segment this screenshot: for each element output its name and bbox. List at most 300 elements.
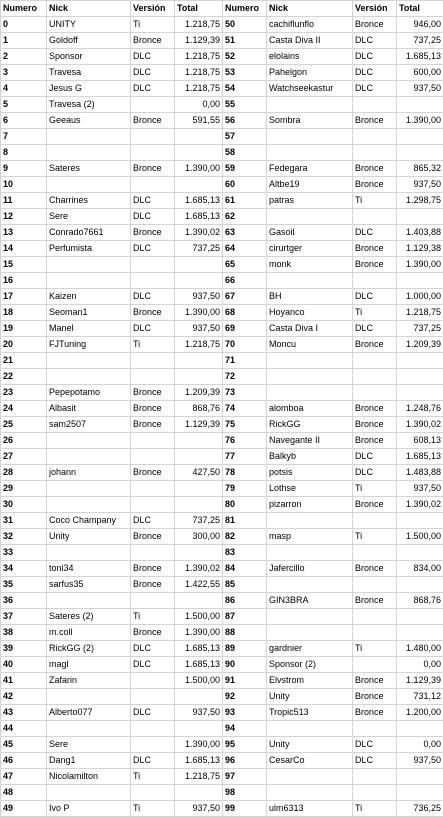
- cell-total[interactable]: [397, 97, 443, 113]
- cell-version[interactable]: [131, 593, 175, 609]
- cell-nick[interactable]: [47, 257, 131, 273]
- cell-nick[interactable]: Altbe19: [267, 177, 353, 193]
- cell-nick[interactable]: pizarron: [267, 497, 353, 513]
- cell-total[interactable]: 1.218,75: [175, 81, 223, 97]
- cell-version[interactable]: [353, 209, 397, 225]
- cell-version[interactable]: DLC: [353, 737, 397, 753]
- cell-numero[interactable]: 27: [1, 449, 47, 465]
- cell-numero[interactable]: 66: [223, 273, 267, 289]
- cell-version[interactable]: DLC: [353, 321, 397, 337]
- cell-numero[interactable]: 21: [1, 353, 47, 369]
- cell-nick[interactable]: Unity: [267, 689, 353, 705]
- cell-version[interactable]: DLC: [131, 657, 175, 673]
- cell-version[interactable]: Bronce: [353, 673, 397, 689]
- cell-nick[interactable]: Geeaus: [47, 113, 131, 129]
- cell-nick[interactable]: Pepepotamo: [47, 385, 131, 401]
- cell-numero[interactable]: 33: [1, 545, 47, 561]
- cell-nick[interactable]: [47, 785, 131, 801]
- cell-nick[interactable]: [267, 353, 353, 369]
- cell-version[interactable]: [131, 721, 175, 737]
- cell-version[interactable]: [131, 785, 175, 801]
- cell-numero[interactable]: 54: [223, 81, 267, 97]
- cell-numero[interactable]: 46: [1, 753, 47, 769]
- cell-numero[interactable]: 48: [1, 785, 47, 801]
- cell-total[interactable]: 1.298,75: [397, 193, 443, 209]
- cell-numero[interactable]: 52: [223, 49, 267, 65]
- cell-nick[interactable]: [47, 497, 131, 513]
- cell-nick[interactable]: Moncu: [267, 337, 353, 353]
- cell-version[interactable]: DLC: [131, 641, 175, 657]
- cell-version[interactable]: Bronce: [131, 625, 175, 641]
- cell-version[interactable]: Bronce: [131, 33, 175, 49]
- cell-version[interactable]: Bronce: [353, 401, 397, 417]
- cell-total[interactable]: 937,50: [397, 481, 443, 497]
- cell-version[interactable]: DLC: [353, 449, 397, 465]
- cell-nick[interactable]: Fedegara: [267, 161, 353, 177]
- cell-total[interactable]: 1.200,00: [397, 705, 443, 721]
- cell-numero[interactable]: 84: [223, 561, 267, 577]
- cell-version[interactable]: DLC: [131, 705, 175, 721]
- cell-numero[interactable]: 44: [1, 721, 47, 737]
- cell-nick[interactable]: Goldoff: [47, 33, 131, 49]
- cell-numero[interactable]: 77: [223, 449, 267, 465]
- cell-total[interactable]: 736,25: [397, 801, 443, 817]
- cell-nick[interactable]: cachiflunflo: [267, 17, 353, 33]
- cell-total[interactable]: 834,00: [397, 561, 443, 577]
- cell-total[interactable]: [397, 609, 443, 625]
- cell-version[interactable]: [353, 609, 397, 625]
- cell-numero[interactable]: 47: [1, 769, 47, 785]
- cell-total[interactable]: [175, 353, 223, 369]
- cell-total[interactable]: [397, 769, 443, 785]
- cell-version[interactable]: Bronce: [353, 337, 397, 353]
- cell-numero[interactable]: 64: [223, 241, 267, 257]
- cell-version[interactable]: Bronce: [131, 465, 175, 481]
- cell-version[interactable]: [131, 481, 175, 497]
- cell-nick[interactable]: sam2507: [47, 417, 131, 433]
- cell-total[interactable]: 1.000,00: [397, 289, 443, 305]
- cell-version[interactable]: Ti: [131, 337, 175, 353]
- cell-version[interactable]: DLC: [131, 753, 175, 769]
- cell-total[interactable]: 1.500,00: [175, 609, 223, 625]
- cell-version[interactable]: [353, 353, 397, 369]
- cell-version[interactable]: Bronce: [353, 433, 397, 449]
- cell-numero[interactable]: 42: [1, 689, 47, 705]
- cell-nick[interactable]: RickGG: [267, 417, 353, 433]
- cell-version[interactable]: Ti: [131, 609, 175, 625]
- cell-nick[interactable]: toni34: [47, 561, 131, 577]
- cell-numero[interactable]: 40: [1, 657, 47, 673]
- cell-nick[interactable]: johann: [47, 465, 131, 481]
- cell-nick[interactable]: Navegante II: [267, 433, 353, 449]
- cell-version[interactable]: DLC: [353, 753, 397, 769]
- cell-version[interactable]: Ti: [353, 305, 397, 321]
- cell-nick[interactable]: Tropic513: [267, 705, 353, 721]
- cell-total[interactable]: [175, 369, 223, 385]
- cell-numero[interactable]: 0: [1, 17, 47, 33]
- cell-total[interactable]: 946,00: [397, 17, 443, 33]
- cell-version[interactable]: [131, 545, 175, 561]
- cell-version[interactable]: DLC: [131, 49, 175, 65]
- cell-numero[interactable]: 53: [223, 65, 267, 81]
- cell-numero[interactable]: 6: [1, 113, 47, 129]
- cell-nick[interactable]: Watchseekastur: [267, 81, 353, 97]
- cell-version[interactable]: DLC: [353, 289, 397, 305]
- cell-version[interactable]: Bronce: [131, 385, 175, 401]
- cell-version[interactable]: DLC: [353, 465, 397, 481]
- cell-numero[interactable]: 51: [223, 33, 267, 49]
- cell-version[interactable]: DLC: [353, 225, 397, 241]
- cell-total[interactable]: 1.685,13: [397, 449, 443, 465]
- cell-numero[interactable]: 4: [1, 81, 47, 97]
- cell-numero[interactable]: 22: [1, 369, 47, 385]
- cell-numero[interactable]: 9: [1, 161, 47, 177]
- cell-nick[interactable]: [267, 577, 353, 593]
- cell-version[interactable]: Ti: [353, 193, 397, 209]
- cell-total[interactable]: 591,55: [175, 113, 223, 129]
- cell-nick[interactable]: Pahelgon: [267, 65, 353, 81]
- cell-total[interactable]: 1.218,75: [397, 305, 443, 321]
- cell-numero[interactable]: 99: [223, 801, 267, 817]
- cell-numero[interactable]: 89: [223, 641, 267, 657]
- cell-nick[interactable]: Elvstrom: [267, 673, 353, 689]
- cell-version[interactable]: [353, 97, 397, 113]
- cell-version[interactable]: [353, 657, 397, 673]
- cell-total[interactable]: 737,25: [175, 241, 223, 257]
- cell-nick[interactable]: Hoyanco: [267, 305, 353, 321]
- cell-total[interactable]: 1.209,39: [397, 337, 443, 353]
- cell-nick[interactable]: [47, 593, 131, 609]
- cell-nick[interactable]: Travesa (2): [47, 97, 131, 113]
- cell-version[interactable]: [353, 769, 397, 785]
- cell-numero[interactable]: 72: [223, 369, 267, 385]
- cell-nick[interactable]: [47, 433, 131, 449]
- cell-total[interactable]: 865,32: [397, 161, 443, 177]
- cell-numero[interactable]: 69: [223, 321, 267, 337]
- cell-total[interactable]: 1.685,13: [397, 49, 443, 65]
- cell-version[interactable]: [353, 145, 397, 161]
- cell-numero[interactable]: 3: [1, 65, 47, 81]
- cell-nick[interactable]: Sponsor (2): [267, 657, 353, 673]
- cell-total[interactable]: 1.403,88: [397, 225, 443, 241]
- cell-version[interactable]: Bronce: [353, 113, 397, 129]
- cell-version[interactable]: [353, 273, 397, 289]
- cell-nick[interactable]: [267, 97, 353, 113]
- cell-total[interactable]: [175, 721, 223, 737]
- cell-numero[interactable]: 13: [1, 225, 47, 241]
- cell-nick[interactable]: [267, 769, 353, 785]
- cell-total[interactable]: 600,00: [397, 65, 443, 81]
- cell-numero[interactable]: 26: [1, 433, 47, 449]
- cell-nick[interactable]: Unity: [267, 737, 353, 753]
- cell-nick[interactable]: [267, 145, 353, 161]
- cell-numero[interactable]: 87: [223, 609, 267, 625]
- cell-numero[interactable]: 92: [223, 689, 267, 705]
- cell-total[interactable]: [175, 145, 223, 161]
- cell-numero[interactable]: 71: [223, 353, 267, 369]
- cell-nick[interactable]: sarfus35: [47, 577, 131, 593]
- cell-version[interactable]: Bronce: [353, 561, 397, 577]
- cell-numero[interactable]: 57: [223, 129, 267, 145]
- cell-total[interactable]: 1.390,00: [175, 161, 223, 177]
- cell-version[interactable]: Ti: [353, 641, 397, 657]
- cell-total[interactable]: 1.218,75: [175, 337, 223, 353]
- cell-nick[interactable]: Unity: [47, 529, 131, 545]
- cell-total[interactable]: 1.218,75: [175, 17, 223, 33]
- cell-nick[interactable]: Jesus G: [47, 81, 131, 97]
- cell-nick[interactable]: Sponsor: [47, 49, 131, 65]
- cell-total[interactable]: 1.129,38: [397, 241, 443, 257]
- cell-version[interactable]: DLC: [353, 49, 397, 65]
- cell-numero[interactable]: 23: [1, 385, 47, 401]
- cell-nick[interactable]: GIN3BRA: [267, 593, 353, 609]
- cell-version[interactable]: [353, 369, 397, 385]
- cell-numero[interactable]: 37: [1, 609, 47, 625]
- cell-nick[interactable]: [267, 625, 353, 641]
- cell-total[interactable]: 868,76: [397, 593, 443, 609]
- cell-version[interactable]: DLC: [131, 65, 175, 81]
- cell-numero[interactable]: 38: [1, 625, 47, 641]
- cell-numero[interactable]: 7: [1, 129, 47, 145]
- cell-numero[interactable]: 68: [223, 305, 267, 321]
- cell-numero[interactable]: 29: [1, 481, 47, 497]
- cell-numero[interactable]: 2: [1, 49, 47, 65]
- cell-nick[interactable]: Ivo P: [47, 801, 131, 817]
- cell-numero[interactable]: 34: [1, 561, 47, 577]
- cell-nick[interactable]: Gasoil: [267, 225, 353, 241]
- cell-nick[interactable]: UNITY: [47, 17, 131, 33]
- cell-numero[interactable]: 15: [1, 257, 47, 273]
- cell-nick[interactable]: [47, 145, 131, 161]
- cell-total[interactable]: [397, 129, 443, 145]
- cell-nick[interactable]: [267, 385, 353, 401]
- cell-version[interactable]: [353, 513, 397, 529]
- cell-version[interactable]: DLC: [131, 241, 175, 257]
- cell-nick[interactable]: Manel: [47, 321, 131, 337]
- cell-numero[interactable]: 41: [1, 673, 47, 689]
- cell-version[interactable]: Bronce: [353, 161, 397, 177]
- cell-numero[interactable]: 19: [1, 321, 47, 337]
- cell-numero[interactable]: 58: [223, 145, 267, 161]
- cell-total[interactable]: 608,13: [397, 433, 443, 449]
- cell-nick[interactable]: [47, 369, 131, 385]
- cell-nick[interactable]: Sombra: [267, 113, 353, 129]
- cell-total[interactable]: 427,50: [175, 465, 223, 481]
- cell-nick[interactable]: Zafarin: [47, 673, 131, 689]
- cell-total[interactable]: [397, 369, 443, 385]
- cell-nick[interactable]: Sateres: [47, 161, 131, 177]
- cell-total[interactable]: 0,00: [175, 97, 223, 113]
- cell-total[interactable]: [397, 625, 443, 641]
- cell-version[interactable]: [131, 737, 175, 753]
- cell-nick[interactable]: Nicolamilton: [47, 769, 131, 785]
- cell-version[interactable]: DLC: [131, 193, 175, 209]
- cell-version[interactable]: Ti: [353, 481, 397, 497]
- cell-total[interactable]: 737,25: [175, 513, 223, 529]
- cell-version[interactable]: DLC: [131, 321, 175, 337]
- cell-total[interactable]: 937,50: [397, 177, 443, 193]
- cell-total[interactable]: 937,50: [175, 801, 223, 817]
- cell-numero[interactable]: 18: [1, 305, 47, 321]
- cell-nick[interactable]: [267, 129, 353, 145]
- cell-version[interactable]: [131, 177, 175, 193]
- cell-numero[interactable]: 8: [1, 145, 47, 161]
- cell-version[interactable]: Bronce: [131, 305, 175, 321]
- cell-nick[interactable]: Jafercillo: [267, 561, 353, 577]
- cell-total[interactable]: 1.685,13: [175, 657, 223, 673]
- cell-version[interactable]: [131, 257, 175, 273]
- cell-numero[interactable]: 35: [1, 577, 47, 593]
- cell-total[interactable]: [397, 145, 443, 161]
- cell-numero[interactable]: 65: [223, 257, 267, 273]
- cell-numero[interactable]: 5: [1, 97, 47, 113]
- cell-total[interactable]: [175, 689, 223, 705]
- cell-total[interactable]: 0,00: [397, 737, 443, 753]
- cell-total[interactable]: [175, 785, 223, 801]
- cell-numero[interactable]: 96: [223, 753, 267, 769]
- cell-numero[interactable]: 95: [223, 737, 267, 753]
- cell-total[interactable]: 1.685,13: [175, 209, 223, 225]
- cell-version[interactable]: [131, 129, 175, 145]
- cell-total[interactable]: 1.390,02: [175, 225, 223, 241]
- cell-total[interactable]: 1.500,00: [175, 673, 223, 689]
- cell-total[interactable]: 1.685,13: [175, 753, 223, 769]
- cell-nick[interactable]: [267, 513, 353, 529]
- cell-total[interactable]: 1.129,39: [175, 33, 223, 49]
- cell-version[interactable]: Bronce: [353, 177, 397, 193]
- cell-numero[interactable]: 39: [1, 641, 47, 657]
- cell-numero[interactable]: 90: [223, 657, 267, 673]
- cell-numero[interactable]: 79: [223, 481, 267, 497]
- cell-numero[interactable]: 98: [223, 785, 267, 801]
- cell-nick[interactable]: [47, 177, 131, 193]
- cell-total[interactable]: 1.218,75: [175, 65, 223, 81]
- cell-nick[interactable]: [267, 273, 353, 289]
- cell-version[interactable]: Bronce: [131, 577, 175, 593]
- cell-nick[interactable]: Alberto077: [47, 705, 131, 721]
- cell-total[interactable]: 1.685,13: [175, 641, 223, 657]
- cell-total[interactable]: 1.422,55: [175, 577, 223, 593]
- cell-total[interactable]: 1.209,39: [175, 385, 223, 401]
- cell-total[interactable]: [175, 545, 223, 561]
- cell-total[interactable]: 0,00: [397, 657, 443, 673]
- cell-total[interactable]: [175, 177, 223, 193]
- cell-numero[interactable]: 17: [1, 289, 47, 305]
- cell-version[interactable]: [131, 433, 175, 449]
- cell-version[interactable]: Bronce: [131, 161, 175, 177]
- cell-numero[interactable]: 73: [223, 385, 267, 401]
- cell-version[interactable]: DLC: [131, 289, 175, 305]
- cell-numero[interactable]: 55: [223, 97, 267, 113]
- cell-nick[interactable]: Albasit: [47, 401, 131, 417]
- cell-total[interactable]: 1.480,00: [397, 641, 443, 657]
- cell-numero[interactable]: 16: [1, 273, 47, 289]
- cell-total[interactable]: [397, 721, 443, 737]
- cell-numero[interactable]: 45: [1, 737, 47, 753]
- cell-nick[interactable]: Sere: [47, 737, 131, 753]
- cell-total[interactable]: 1.390,02: [397, 417, 443, 433]
- cell-nick[interactable]: [267, 721, 353, 737]
- cell-version[interactable]: [131, 497, 175, 513]
- cell-total[interactable]: 1.390,00: [397, 113, 443, 129]
- cell-total[interactable]: 737,25: [397, 33, 443, 49]
- cell-total[interactable]: [175, 497, 223, 513]
- cell-version[interactable]: Bronce: [353, 17, 397, 33]
- cell-numero[interactable]: 24: [1, 401, 47, 417]
- cell-total[interactable]: 1.500,00: [397, 529, 443, 545]
- cell-version[interactable]: DLC: [131, 209, 175, 225]
- cell-total[interactable]: [397, 353, 443, 369]
- cell-total[interactable]: 937,50: [397, 81, 443, 97]
- cell-nick[interactable]: RickGG (2): [47, 641, 131, 657]
- cell-numero[interactable]: 78: [223, 465, 267, 481]
- cell-total[interactable]: [175, 257, 223, 273]
- cell-version[interactable]: [131, 97, 175, 113]
- cell-nick[interactable]: [267, 545, 353, 561]
- cell-version[interactable]: [131, 449, 175, 465]
- cell-nick[interactable]: gardnier: [267, 641, 353, 657]
- cell-total[interactable]: 1.685,13: [175, 193, 223, 209]
- cell-total[interactable]: [397, 577, 443, 593]
- cell-nick[interactable]: magl: [47, 657, 131, 673]
- cell-nick[interactable]: FJTuning: [47, 337, 131, 353]
- cell-total[interactable]: 937,50: [175, 289, 223, 305]
- cell-numero[interactable]: 88: [223, 625, 267, 641]
- cell-version[interactable]: [131, 353, 175, 369]
- cell-nick[interactable]: Balkyb: [267, 449, 353, 465]
- cell-total[interactable]: [397, 513, 443, 529]
- cell-version[interactable]: Bronce: [353, 257, 397, 273]
- cell-version[interactable]: [353, 721, 397, 737]
- cell-total[interactable]: 300,00: [175, 529, 223, 545]
- cell-numero[interactable]: 74: [223, 401, 267, 417]
- cell-total[interactable]: 1.129,39: [397, 673, 443, 689]
- cell-numero[interactable]: 70: [223, 337, 267, 353]
- cell-numero[interactable]: 94: [223, 721, 267, 737]
- cell-numero[interactable]: 30: [1, 497, 47, 513]
- cell-nick[interactable]: [267, 609, 353, 625]
- cell-version[interactable]: Bronce: [353, 593, 397, 609]
- cell-version[interactable]: Bronce: [353, 241, 397, 257]
- cell-total[interactable]: 1.129,39: [175, 417, 223, 433]
- cell-version[interactable]: Bronce: [131, 401, 175, 417]
- cell-version[interactable]: Ti: [353, 529, 397, 545]
- cell-version[interactable]: Bronce: [131, 225, 175, 241]
- cell-nick[interactable]: [47, 481, 131, 497]
- cell-version[interactable]: Bronce: [353, 497, 397, 513]
- cell-nick[interactable]: CesarCo: [267, 753, 353, 769]
- cell-total[interactable]: [175, 449, 223, 465]
- cell-numero[interactable]: 63: [223, 225, 267, 241]
- cell-version[interactable]: Bronce: [131, 529, 175, 545]
- cell-nick[interactable]: Perfumista: [47, 241, 131, 257]
- cell-numero[interactable]: 25: [1, 417, 47, 433]
- cell-numero[interactable]: 43: [1, 705, 47, 721]
- cell-nick[interactable]: cirurtger: [267, 241, 353, 257]
- cell-version[interactable]: Ti: [353, 801, 397, 817]
- cell-total[interactable]: 1.390,02: [397, 497, 443, 513]
- cell-nick[interactable]: alomboa: [267, 401, 353, 417]
- cell-nick[interactable]: potsis: [267, 465, 353, 481]
- cell-version[interactable]: [131, 673, 175, 689]
- cell-nick[interactable]: Charrines: [47, 193, 131, 209]
- cell-total[interactable]: [397, 785, 443, 801]
- cell-total[interactable]: 937,50: [175, 321, 223, 337]
- cell-total[interactable]: 1.390,02: [175, 561, 223, 577]
- cell-numero[interactable]: 83: [223, 545, 267, 561]
- cell-version[interactable]: [353, 385, 397, 401]
- cell-version[interactable]: [131, 689, 175, 705]
